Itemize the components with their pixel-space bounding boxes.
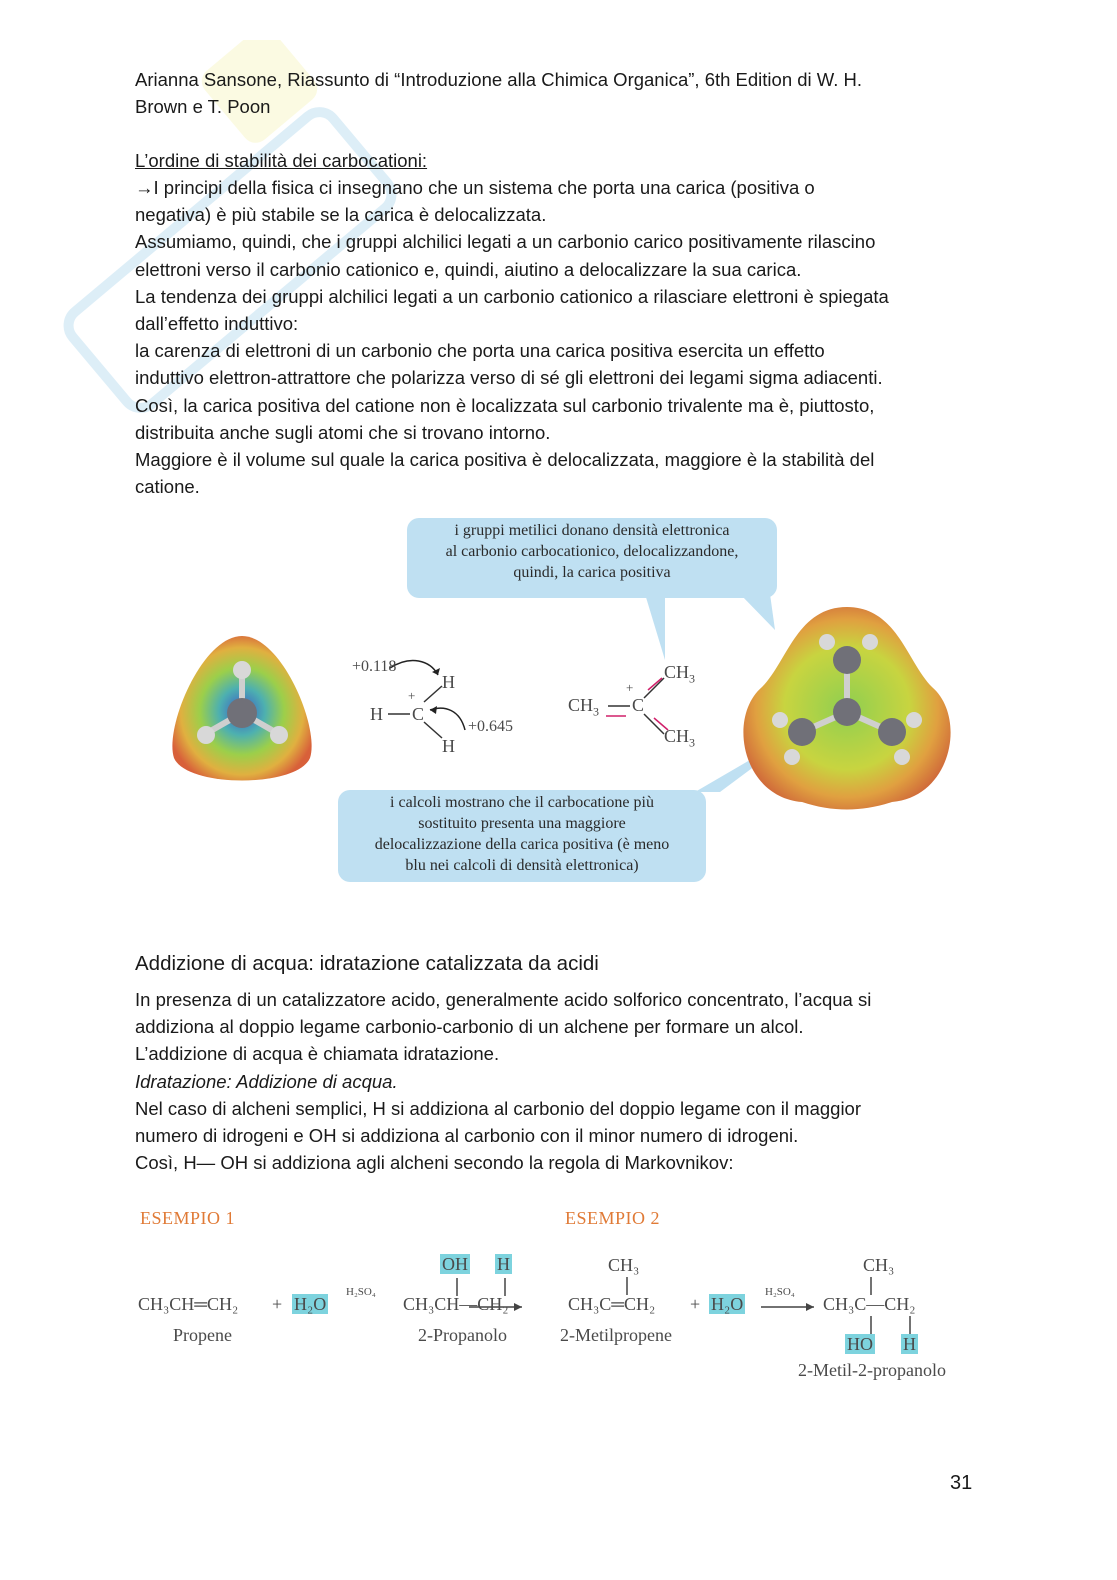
methyl-cation-structure [350, 650, 550, 760]
tbutyl-cation-map [732, 602, 962, 822]
ex2-plus: + [690, 1294, 701, 1314]
section2-title: Addizione di acqua: idratazione catalizzata da acidi [135, 952, 599, 975]
example-1-bonds [130, 1250, 550, 1330]
bubble-line: sostituito presenta una maggiore [418, 815, 626, 832]
ex1-reactant-name: Propene [173, 1325, 232, 1345]
ex2-ch3-top: CH₃ [608, 1255, 640, 1275]
example-2-label: ESEMPIO 2 [565, 1208, 661, 1228]
bubble-line: quindi, la carica positiva [513, 564, 671, 581]
ex2-product-name: 2-Metil-2-propanolo [798, 1360, 946, 1380]
bubble-bottom [338, 790, 706, 882]
paragraph-line: distribuita anche sugli atomi che si trovano intorno. [135, 421, 551, 443]
charge-hydrogen: +0.118 [352, 658, 397, 675]
paragraph-line: elettroni verso il carbonio cationico e, quindi, aiutino a delocalizzare la sua carica. [135, 258, 802, 280]
paragraph-line: Maggiore è il volume sul quale la carica positiva è delocalizzata, maggiore è la stabilità del [135, 449, 875, 471]
paragraph-line: L’addizione di acqua è chiamata idratazione. [135, 1043, 500, 1065]
section2-body [135, 986, 995, 1176]
italic-definition: Idratazione: Addizione di acqua. [135, 1070, 398, 1092]
paragraph-line: Nel caso di alcheni semplici, H si addiziona al carbonio del doppio legame con il maggior [135, 1097, 862, 1119]
paragraph-line: Così, H— OH si addiziona agli alcheni secondo la regola di Markovnikov: [135, 1152, 734, 1174]
ex2-catalyst: H₂SO₄ [765, 1286, 795, 1298]
plus-sign: + [626, 680, 634, 695]
ex2-reactant: CH₃C═CH₂ [568, 1294, 656, 1314]
paragraph-line: Così, la carica positiva del catione non è localizzata sul carbonio trivalente ma è, piuttosto, [135, 394, 875, 416]
ex2-ch3-top-product: CH₃ [863, 1255, 895, 1275]
paragraph-line: numero di idrogeni e OH si addiziona al carbonio con il minor numero di idrogeni. [135, 1125, 799, 1147]
atom-h: H [370, 704, 383, 724]
carbocation-figure [150, 510, 970, 890]
ex1-product: CH₃CH—CH₂ [403, 1294, 509, 1314]
plus-sign: + [408, 688, 416, 703]
ex2-product: CH₃C—CH₂ [823, 1294, 916, 1314]
ex2-reactant-name: 2-Metilpropene [560, 1325, 672, 1345]
ex2-water: H₂O [711, 1294, 744, 1314]
ex2-h: H [903, 1334, 916, 1354]
paragraph-line: la carenza di elettroni di un carbonio che porta una carica positiva esercita un effetto [135, 340, 825, 362]
page-number: 31 [950, 1472, 973, 1494]
ex2-ho: HO [847, 1334, 873, 1354]
section1-title: L’ordine di stabilità dei carbocationi: [135, 150, 428, 171]
ex1-h: H [497, 1254, 510, 1274]
paragraph-line: negativa) è più stabile se la carica è delocalizzata. [135, 204, 547, 226]
charge-carbon: +0.645 [468, 718, 514, 735]
methyl-cation-map [162, 628, 322, 788]
paragraph-line: induttivo elettron-attrattore che polarizza verso di sé gli elettroni dei legami sigma adiacenti. [135, 367, 883, 389]
bubble-line: blu nei calcoli di densità elettronica) [405, 857, 639, 874]
ex1-catalyst: H₂SO₄ [346, 1286, 376, 1298]
ex1-product-name: 2-Propanolo [418, 1325, 507, 1345]
methyl-group: $CH_3$ [664, 726, 696, 750]
header-line-2: Brown e T. Poon [135, 96, 271, 117]
paragraph-line: La tendenza dei gruppi alchilici legati a un carbonio cationico a rilasciare elettroni è spiegata [135, 285, 889, 307]
ex1-plus: + [272, 1294, 283, 1314]
methyl-group: $CH_3$ [568, 695, 600, 719]
ex1-reactant: CH₃CH═CH₂ [138, 1294, 239, 1314]
paragraph-line: catione. [135, 476, 200, 498]
atom-c: C [412, 704, 425, 724]
ex1-water: H₂O [294, 1294, 327, 1314]
paragraph-line: addiziona al doppio legame carbonio-carbonio di un alchene per formare un alcol. [135, 1016, 804, 1038]
bubble-line: al carbonio carbocationico, delocalizzandone, [445, 543, 739, 560]
ex1-oh: OH [442, 1254, 468, 1274]
tbutyl-cation-structure [568, 658, 718, 758]
paragraph-line: dall’effetto induttivo: [135, 313, 299, 335]
paragraph-line: In presenza di un catalizzatore acido, generalmente acido solforico concentrato, l’acqua si [135, 989, 872, 1010]
header-line-1: Arianna Sansone, Riassunto di “Introduzione alla Chimica Organica”, 6th Edition di W. H. [135, 69, 863, 90]
atom-h: H [442, 736, 455, 756]
bubble-line: i gruppi metilici donano densità elettronica [454, 522, 730, 539]
methyl-group: $CH_3$ [664, 662, 696, 686]
bubble-line: i calcoli mostrano che il carbocatione più [390, 794, 654, 811]
paragraph-line: Assumiamo, quindi, che i gruppi alchilici legati a un carbonio carico positivamente rilascino [135, 231, 876, 253]
atom-c: C [632, 695, 645, 715]
paragraph-line: →I principi della fisica ci insegnano che un sistema che porta una carica (positiva o [135, 177, 815, 198]
section1-body [135, 174, 995, 500]
atom-h: H [442, 672, 455, 692]
bubble-line: delocalizzazione della carica positiva (è meno [374, 836, 670, 853]
example-1-label: ESEMPIO 1 [140, 1208, 236, 1228]
